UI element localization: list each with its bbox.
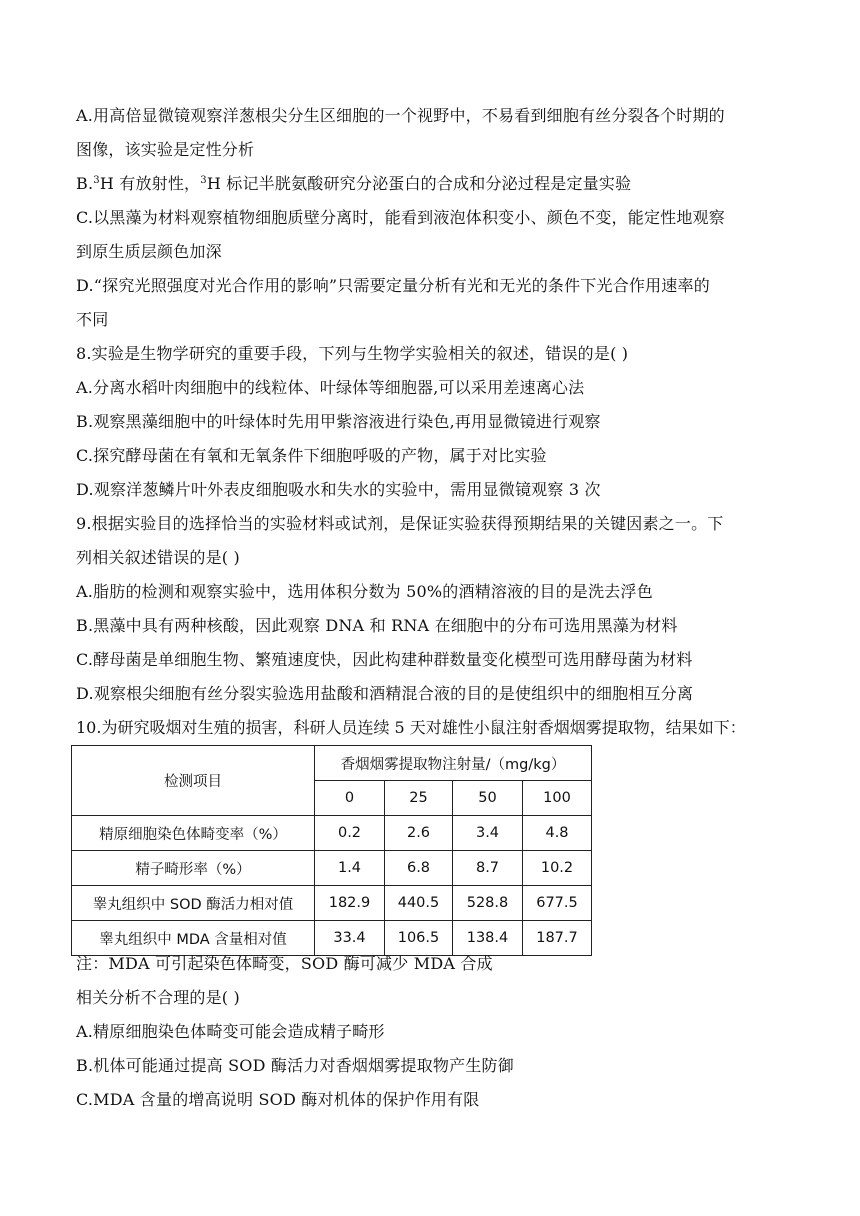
q7-option-d-line1: D.“探究光照强度对光合作用的影响”只需要定量分析有光和无光的条件下光合作用速率的 xyxy=(76,276,710,295)
table-cell: 1.4 xyxy=(315,851,385,886)
table-cell: 2.6 xyxy=(385,816,453,851)
q9-option-a: A.脂肪的检测和观察实验中，选用体积分数为 50%的酒精溶液的目的是洗去浮色 xyxy=(76,582,653,601)
dose-cell: 0 xyxy=(315,781,385,816)
row-label: 睾丸组织中 SOD 酶活力相对值 xyxy=(72,886,315,921)
q8-option-d: D.观察洋葱鳞片叶外表皮细胞吸水和失水的实验中，需用显微镜观察 3 次 xyxy=(76,480,601,499)
question-10-stem: 10.为研究吸烟对生殖的损害，科研人员连续 5 天对雄性小鼠注射香烟烟雾提取物，结果如下： xyxy=(76,718,746,737)
table-cell: 4.8 xyxy=(523,816,592,851)
q9-option-c: C.酵母菌是单细胞生物、繁殖速度快，因此构建种群数量变化模型可选用酵母菌为材料 xyxy=(76,650,693,669)
table-row xyxy=(72,921,592,956)
table-cell: 187.7 xyxy=(523,921,592,956)
table-cell: 677.5 xyxy=(523,886,592,921)
table-cell: 0.2 xyxy=(315,816,385,851)
table-row xyxy=(72,816,592,851)
q7-option-c-line1: C.以黑藻为材料观察植物细胞质壁分离时，能看到液泡体积变小、颜色不变，能定性地观察 xyxy=(76,208,725,227)
dose-cell: 25 xyxy=(385,781,453,816)
table-cell: 6.8 xyxy=(385,851,453,886)
question-8-stem: 8.实验是生物学研究的重要手段，下列与生物学实验相关的叙述，错误的是( ) xyxy=(76,344,629,363)
table-cell: 528.8 xyxy=(453,886,523,921)
question-9-stem-line2: 列相关叙述错误的是( ) xyxy=(76,548,240,567)
question-9-stem-line1: 9.根据实验目的选择恰当的实验材料或试剂，是保证实验获得预期结果的关键因素之一。下 xyxy=(76,514,724,533)
q7-option-d-line2: 不同 xyxy=(76,310,109,329)
q7-option-b-text-a: H 有放射性， xyxy=(99,174,201,193)
table-cell: 106.5 xyxy=(385,921,453,956)
q9-option-b: B.黑藻中具有两种核酸，因此观察 DNA 和 RNA 在细胞中的分布可选用黑藻为材料 xyxy=(76,616,678,635)
q7-option-a-line2: 图像，该实验是定性分析 xyxy=(76,140,255,159)
table-cell: 8.7 xyxy=(453,851,523,886)
q7-option-b xyxy=(76,174,631,194)
q7-option-b-text-b: H 标记半胱氨酸研究分泌蛋白的合成和分泌过程是定量实验 xyxy=(206,174,632,193)
row-label: 精原细胞染色体畸变率（%） xyxy=(72,816,315,851)
table-row xyxy=(72,886,592,921)
table-cell: 138.4 xyxy=(453,921,523,956)
table-row xyxy=(72,851,592,886)
dose-cell: 100 xyxy=(523,781,592,816)
q8-option-a: A.分离水稻叶肉细胞中的线粒体、叶绿体等细胞器,可以采用差速离心法 xyxy=(76,378,585,397)
q10-option-b: B.机体可能通过提高 SOD 酶活力对香烟烟雾提取物产生防御 xyxy=(76,1056,514,1075)
header-test-item: 检测项目 xyxy=(72,746,315,816)
dose-cell: 50 xyxy=(453,781,523,816)
superscript-3: 3 xyxy=(200,175,207,186)
q8-option-c: C.探究酵母菌在有氧和无氧条件下细胞呼吸的产物，属于对比实验 xyxy=(76,446,547,465)
row-label: 睾丸组织中 MDA 含量相对值 xyxy=(72,921,315,956)
results-table xyxy=(71,745,592,956)
row-label: 精子畸形率（%） xyxy=(72,851,315,886)
q9-option-d: D.观察根尖细胞有丝分裂实验选用盐酸和酒精混合液的目的是使组织中的细胞相互分离 xyxy=(76,684,694,703)
table-cell: 182.9 xyxy=(315,886,385,921)
superscript-3: 3 xyxy=(93,175,100,186)
q7-option-c-line2: 到原生质层颜色加深 xyxy=(76,242,222,261)
q8-option-b: B.观察黑藻细胞中的叶绿体时先用甲紫溶液进行染色,再用显微镜进行观察 xyxy=(76,412,601,431)
header-dose-group: 香烟烟雾提取物注射量/（mg/kg） xyxy=(315,746,592,781)
table-cell: 440.5 xyxy=(385,886,453,921)
question-10-prompt: 相关分析不合理的是( ) xyxy=(76,988,240,1007)
table-note: 注：MDA 可引起染色体畸变，SOD 酶可减少 MDA 合成 xyxy=(76,954,493,973)
q7-option-a-line1: A.用高倍显微镜观察洋葱根尖分生区细胞的一个视野中，不易看到细胞有丝分裂各个时期的 xyxy=(76,106,725,125)
table-cell: 10.2 xyxy=(523,851,592,886)
table-header-row xyxy=(72,746,592,781)
q10-option-a: A.精原细胞染色体畸变可能会造成精子畸形 xyxy=(76,1022,385,1041)
q7-option-b-prefix: B. xyxy=(76,174,94,193)
table-cell: 3.4 xyxy=(453,816,523,851)
q10-option-c: C.MDA 含量的增高说明 SOD 酶对机体的保护作用有限 xyxy=(76,1090,480,1109)
table-cell: 33.4 xyxy=(315,921,385,956)
